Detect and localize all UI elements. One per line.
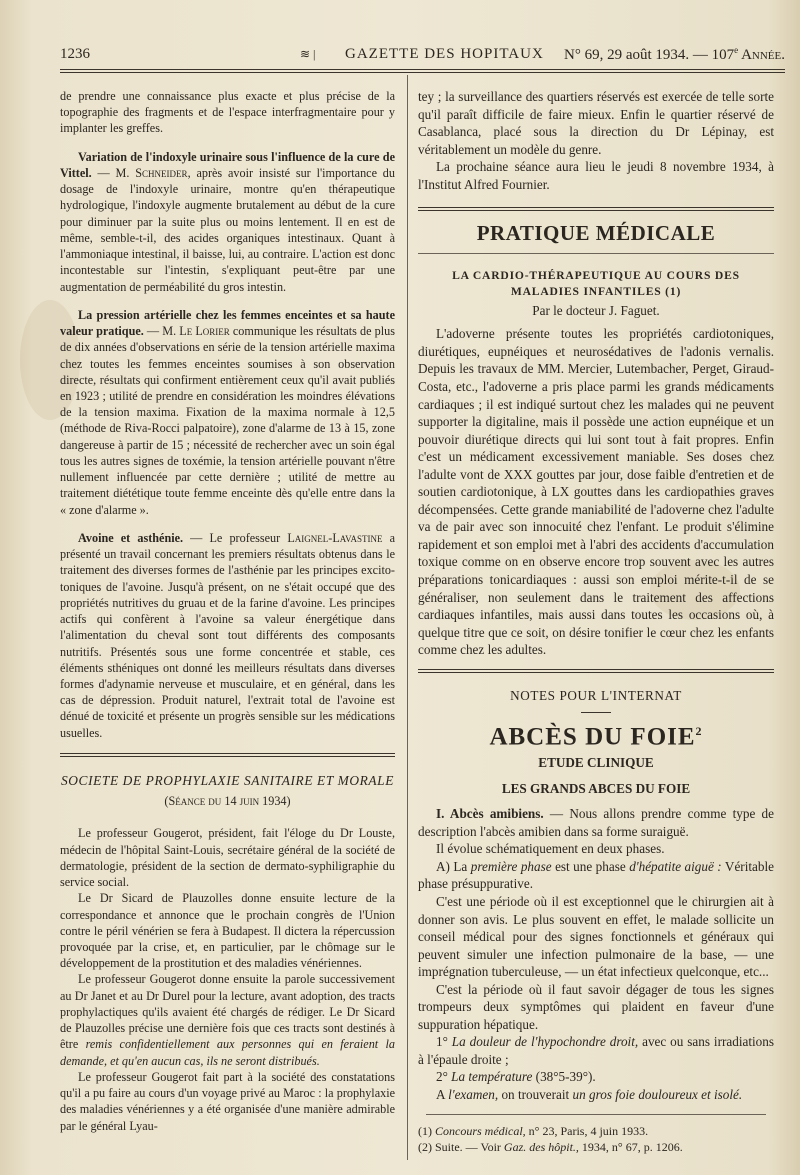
footnote: (1) Concours médical, n° 23, Paris, 4 juin 1933. xyxy=(418,1123,649,1138)
section-rule xyxy=(60,756,395,757)
journal-title: GAZETTE DES HOPITAUX xyxy=(345,45,544,62)
right-column xyxy=(418,88,774,1155)
section-title: NOTES POUR L'INTERNAT xyxy=(510,687,682,703)
column-divider xyxy=(407,75,408,1160)
paragraph: 2° La température (38°5-39°). xyxy=(436,1069,596,1085)
paragraph: tey ; la surveillance des quartiers réservés est exercée de telle sorte qu'il paraît difficile de faire mieux. Enfin le quartier réservé de Casablanca, placé sous la direction du Dr Lépinay, est véritablement un modèle du genre. xyxy=(418,89,774,157)
paragraph: 1° La douleur de l'hypochondre droit, avec ou sans irradiations à l'épaule droite ; xyxy=(418,1034,774,1067)
header-rule xyxy=(60,69,785,70)
paragraph: Le professeur Gougerot donne ensuite la parole successivement au Dr Janet et au Dr Durel pour la lecture, avant adoption, des tracts prophylactiques qu'ils avaient été chargés de rédiger. Le Dr Sicard de Plauzolles précise une dernière fois que ces tracts sont destinés à être remis confidentiellement aux personnes qui en feraient la demande, et qu'en aucun cas, ils ne seront distribués. xyxy=(60,972,395,1068)
session-date: (Séance du 14 juin 1934) xyxy=(164,794,291,809)
article-title: ABCÈS DU FOIE$^2$ xyxy=(489,723,703,751)
short-rule xyxy=(581,712,611,713)
paragraph: Le professeur Gougerot fait part à la société des constatations qu'il a pu faire au cours d'un voyage privé au Maroc : la prophylaxie des maladies vénériennes y a été organisée d'une manière admirable par le général Lyau- xyxy=(60,1069,395,1133)
paragraph: La prochaine séance aura lieu le jeudi 8 novembre 1934, à l'Institut Alfred Fournier. xyxy=(418,159,774,192)
paragraph: L'adoverne présente toutes les propriétés cardiotoniques, diurétiques, eupnéiques et neurosédatives de l'adonis vernalis. Depuis les travaux de MM. Mercier, Lutembacher, Perget, Giraud-Costa, etc., l'adoverne a pris place parmi les grands médicaments cardiaques ; il est indiqué surtout chez les malades qui ne peuvent supporter la digitaline, mais il possède une action eupnéique et un pouvoir diurétique directs qui lui sont tout à fait propres. Enfin c'est un médicament excessivement maniable. Ses doses chez l'adulte vont de XXX gouttes par jour, dose faible d'entretien et de soutien cardiotonique, à LX gouttes dans les cardiopathies graves décompensées. Cette grande maniabilité de l'adoverne chez l'adulte va de pair avec son innocuité chez l'enfant. Le produit s'élimine rapidement et son emploi met à l'abri des accidents d'accumulation toxique comme on en observe encore trop souvent avec les autres préparations tonicardiaques : aussi son emploi mérite-t-il de se généraliser, non seulement dans le traitement des affections cardiaques infantiles, mais aussi dans toutes les occasions où, à quelque titre que ce soit, on désire tonifier le cœur chez les enfants comme chez les adultes. xyxy=(418,326,774,658)
section-rule xyxy=(418,210,774,211)
header-rule xyxy=(60,72,785,73)
section-rule xyxy=(418,207,774,208)
section-title: PRATIQUE MÉDICALE xyxy=(476,221,716,246)
issue-info: N° 69, 29 août 1934. — 107e Année. xyxy=(564,44,785,63)
section-rule xyxy=(418,672,774,673)
paragraph: C'est une période où il est exceptionnel que le chirurgien ait à donner son avis. Le plus souvent en effet, le malade sollicite un conseil médical pour des signes fonctionnels et généraux qui peuvent simuler une infection pulmonaire de la base, — une imprégnation tuberculeuse, — un état infectieux quelconque, etc... xyxy=(418,894,774,980)
paragraph: Avoine et asthénie. — Le professeur Laignel-Lavastine a présenté un travail concernant les premiers résultats obtenus dans le traitement des diverses formes de l'asthénie par les principes excito-toniques de l'avoine. Jusqu'à présent, on ne s'était occupé que des propriétés nutritives du gruau et de la farine d'avoine. Les principes actifs qui confèrent à l'avoine sa valeur énergétique dans l'alimentation du cheval sont tout différents des composants nutritifs. Présentés sous une forme concentrée et stable, ces éléments sthéniques ont donné les meilleurs résultats dans diverses formes d'adynamie nerveuse et musculaire, et en général, dans les cas de dépression. Produit naturel, l'extrait total de l'avoine est dénué de toxicité et présente un progrès sensible sur les médications usuelles. xyxy=(60,530,395,740)
article-title: LA CARDIO-THÉRAPEUTIQUE AU COURS DES MALADIES INFANTILES (1) xyxy=(452,268,740,298)
section-rule xyxy=(60,753,395,754)
paragraph: C'est la période où il faut savoir dégager de tous les signes trompeurs deux symptômes qui plaident en faveur d'une suppuration hépatique. xyxy=(418,981,774,1032)
paragraph: Variation de l'indoxyle urinaire sous l'influence de la cure de Vittel. — M. Schneider, après avoir insisté sur l'importance du dosage de l'indoxyle urinaire, montre qu'en thérapeutique hydrologique, l'indoxyle augmente brutalement au début de la cure pour diminuer par la suite plus ou moins lentement. Il en est de même, semble-t-il, des acides organiques intestinaux. Quant à l'ammoniaque intestinal, il baisse, lui, au contraire. L'action est donc incontestable sur l'intestin, s'expliquant peut-être par une augmentation de perméabilité du gros intestin. xyxy=(60,149,395,294)
paragraph: A) La première phase est une phase d'hépatite aiguë : Véritable phase présuppurative. xyxy=(418,858,774,892)
subheading: ETUDE CLINIQUE xyxy=(538,755,654,771)
paragraph: Le Dr Sicard de Plauzolles donne ensuite lecture de la correspondance et annonce que le prochain congrès de l'Union contre le péril vénérien se fera à Budapest. Il dictera la répercussion provoquée par la crise, et, en particulier, par le chômage sur le développement de la prostitution et des maladies vénériennes. xyxy=(60,891,395,971)
paragraph: I. Abcès amibiens. — Nous allons prendre comme type de description l'abcès amibien dans sa forme suraiguë. xyxy=(418,806,774,839)
section-rule xyxy=(418,669,774,670)
paragraph: A l'examen, on trouverait un gros foie douloureux et isolé. xyxy=(436,1087,743,1103)
section-rule xyxy=(418,253,774,254)
paragraph: La pression artérielle chez les femmes enceintes et sa haute valeur pratique. — M. Le Lorier communique les résultats de plus de dix années d'observations en série de la tension artérielle maxima chez toutes les femmes enceintes soumises à son observation directe, résultats qui confirment entièrement ceux qu'il avait publiés en 1923 ; utilité de prendre en considération les moindres élévations de la tension maxima. Fixation de la maxima normale à 12,5 (méthode de Riva-Rocci palpatoire), zone d'alarme de 13 à 15, zone dangereuse à partir de 15 ; nécessité de rechercher avec un soin égal tous les autres signes de toxémie, la tension artérielle pouvant n'être nullement influencée par cette dernière ; utilité de mettre au traitement diététique toute femme enceinte dès qu'elle entre dans la « zone d'alarme ». xyxy=(60,307,395,517)
paragraph: Le professeur Gougerot, président, fait l'éloge du Dr Louste, médecin de l'hôpital Saint-Louis, secrétaire général de la société de dermatologie, président de la section de dermato-syphiligraphie du service social. xyxy=(60,826,395,890)
article-author: Par le docteur J. Faguet. xyxy=(532,302,660,318)
left-column xyxy=(60,88,395,1134)
paragraph: de prendre une connaissance plus exacte et plus précise de la topographie des fragments et de l'espace interfragmentaire pour y implanter les greffes. xyxy=(60,89,395,136)
page-header xyxy=(60,40,785,68)
header-mark: ≋ | xyxy=(300,46,316,61)
subheading: LES GRANDS ABCES DU FOIE xyxy=(501,780,691,796)
footnote: (2) Suite. — Voir Gaz. des hôpit., 1934, n° 67, p. 1206. xyxy=(418,1139,683,1154)
section-title: SOCIETE DE PROPHYLAXIE SANITAIRE ET MORALE xyxy=(60,772,395,788)
paragraph: Il évolue schématiquement en deux phases. xyxy=(436,841,665,857)
footnote-rule xyxy=(426,1114,766,1115)
page-number: 1236 xyxy=(60,45,90,62)
